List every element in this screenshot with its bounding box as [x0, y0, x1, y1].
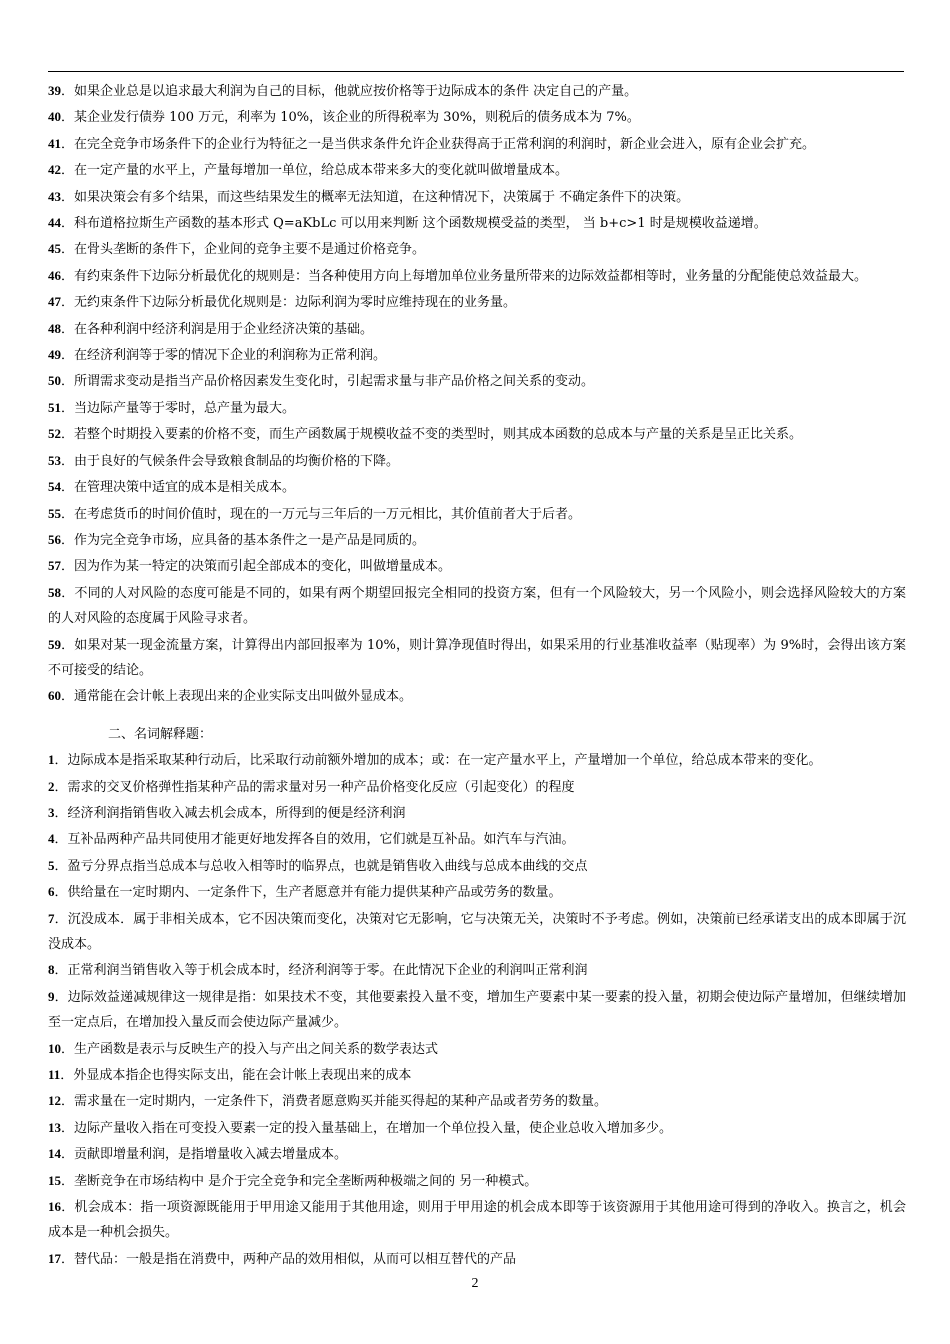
- statement-item-number: 47: [48, 294, 61, 310]
- definition-item: 5．盈亏分界点指当总成本与总收入相等时的临界点，也就是销售收入曲线与总成本曲线的交点: [48, 857, 588, 874]
- statement-item-number: 46: [48, 267, 61, 283]
- statement-item-number: 57: [48, 558, 61, 574]
- statement-item-number: 51: [48, 399, 61, 415]
- statement-item-number: 43: [48, 188, 61, 204]
- section-heading: 二、名词解释题：: [108, 726, 213, 742]
- statement-item-number: 58: [48, 584, 61, 600]
- definition-item-text: 机会成本：指一项资源既能用于甲用途又能用于其他用途，则用于甲用途的机会成本即等于该资源用于其他用途可得到的净收入。换言之，机会成本是一种机会损失。: [48, 1200, 906, 1241]
- statement-item: 46．有约束条件下边际分析最优化的规则是：当各种使用方向上每增加单位业务量所带来的边际效益都相等时，业务量的分配能使总效益最大。: [48, 267, 868, 284]
- statement-item: 59．如果对某一现金流量方案，计算得出内部回报率为 10%，则计算净现值时得出，如果采用的行业基准收益率（贴现率）为 9%时，会得出该方案不可接受的结论。: [48, 636, 906, 678]
- statement-item-text: 通常能在会计帐上表现出来的企业实际支出叫做外显成本。: [74, 689, 413, 705]
- statement-item-number: 40: [48, 109, 61, 125]
- statement-item: 48．在各种利润中经济利润是用于企业经济决策的基础。: [48, 320, 374, 337]
- definition-item-text: 替代品：一般是指在消费中，两种产品的效用相似，从而可以相互替代的产品: [74, 1251, 517, 1267]
- statement-item: 58．不同的人对风险的态度可能是不同的，如果有两个期望回报完全相同的投资方案，但有一个风险较大，另一个风险小，则会选择风险较大的方案的人对风险的态度属于风险寻求者。: [48, 584, 906, 627]
- statement-item: 42．在一定产量的水平上，产量每增加一单位，给总成本带来多大的变化就叫做增量成本。: [48, 162, 569, 179]
- statement-item: 44．科布道格拉斯生产函数的基本形式 Q=aKbLc 可以用来判断 这个函数规模受益的类型， 当 b+c>1 时是规模收益递增。: [48, 215, 767, 232]
- definition-item: 1．边际成本是指采取某种行动后，比采取行动前额外增加的成本；或：在一定产量水平上，产量增加一个单位，给总成本带来的变化。: [48, 752, 822, 769]
- statement-item-text: 有约束条件下边际分析最优化的规则是：当各种使用方向上每增加单位业务量所带来的边际效益都相等时，业务量的分配能使总效益最大。: [74, 268, 868, 284]
- definition-item-text: 边际产量收入指在可变投入要素一定的投入量基础上，在增加一个单位投入量，使企业总收入增加多少。: [74, 1120, 673, 1136]
- definition-item: 17．替代品：一般是指在消费中，两种产品的效用相似，从而可以相互替代的产品: [48, 1250, 517, 1267]
- definition-item-text: 沉没成本．属于非相关成本，它不因决策而变化，决策对它无影响，它与决策无关，决策时不予考虑。例如，决策前已经承诺支出的成本即属于沉没成本。: [48, 911, 906, 952]
- statement-item-number: 48: [48, 320, 61, 336]
- definition-item-number: 4: [48, 831, 55, 847]
- definition-item: 9．边际效益递减规律这一规律是指：如果技术不变，其他要素投入量不变，增加生产要素中某一要素的投入量，初期会使边际产量增加，但继续增加至一定点后，在增加投入量反而会使边际产量减少。: [48, 988, 906, 1031]
- statement-item-number: 49: [48, 347, 61, 363]
- definition-item: 6．供给量在一定时期内、一定条件下，生产者愿意并有能力提供某种产品或劳务的数量。: [48, 884, 562, 901]
- statement-item-text: 所谓需求变动是指当产品价格因素发生变化时，引起需求量与非产品价格之间关系的变动。: [74, 374, 595, 390]
- statement-item-number: 55: [48, 505, 61, 521]
- definition-item: 10．生产函数是表示与反映生产的投入与产出之间关系的数学表达式: [48, 1040, 439, 1057]
- statement-item-number: 52: [48, 426, 61, 442]
- statement-item: 45．在骨头垄断的条件下，企业间的竞争主要不是通过价格竞争。: [48, 241, 426, 258]
- definition-item-text: 生产函数是表示与反映生产的投入与产出之间关系的数学表达式: [74, 1041, 439, 1057]
- definition-item-text: 需求量在一定时期内，一定条件下，消费者愿意购买并能买得起的某种产品或者劳务的数量。: [74, 1094, 608, 1110]
- statement-item-text: 在管理决策中适宜的成本是相关成本。: [74, 480, 296, 496]
- statement-item-number: 39: [48, 83, 61, 98]
- definition-item-text: 经济利润指销售收入减去机会成本，所得到的便是经济利润: [67, 805, 406, 821]
- definition-item: 15．垄断竞争在市场结构中 是介于完全竞争和完全垄断两种极端之间的 另一种模式。: [48, 1172, 538, 1189]
- definition-item-number: 7: [48, 910, 55, 926]
- statement-item-number: 42: [48, 162, 61, 178]
- statement-item: 40．某企业发行债券 100 万元，利率为 10%，该企业的所得税率为 30%，则税后的债务成本为 7%。: [48, 109, 640, 126]
- statement-item-text: 当边际产量等于零时，总产量为最大。: [74, 400, 296, 416]
- statement-item: 51．当边际产量等于零时，总产量为最大。: [48, 399, 296, 416]
- definition-item-number: 6: [48, 884, 55, 900]
- statement-item: 60．通常能在会计帐上表现出来的企业实际支出叫做外显成本。: [48, 688, 413, 705]
- statement-item-text: 在考虑货币的时间价值时，现在的一万元与三年后的一万元相比，其价值前者大于后者。: [74, 506, 582, 522]
- page-number: 2: [471, 1276, 479, 1291]
- statement-item-number: 59: [48, 636, 61, 652]
- statement-item-text: 在骨头垄断的条件下，企业间的竞争主要不是通过价格竞争。: [74, 242, 426, 258]
- statement-item-text: 不同的人对风险的态度可能是不同的，如果有两个期望回报完全相同的投资方案，但有一个风险较大，另一个风险小，则会选择风险较大的方案的人对风险的态度属于风险寻求者。: [48, 585, 906, 627]
- definition-item: 11．外显成本指企也得实际支出，能在会计帐上表现出来的成本: [48, 1067, 412, 1084]
- statement-item-text: 在完全竞争市场条件下的企业行为特征之一是当供求条件允许企业获得高于正常利润的利润时，新企业会进入，原有企业会扩充。: [74, 136, 816, 152]
- definition-item-number: 13: [48, 1119, 61, 1135]
- statement-item-text: 如果企业总是以追求最大利润为自己的目标，他就应按价格等于边际成本的条件 决定自己的产量。: [74, 84, 638, 99]
- definition-item-number: 15: [48, 1172, 61, 1188]
- definition-item-number: 11: [48, 1067, 61, 1083]
- definition-item-text: 需求的交叉价格弹性指某种产品的需求量对另一种产品价格变化反应（引起变化）的程度: [67, 779, 575, 795]
- definition-item: 13．边际产量收入指在可变投入要素一定的投入量基础上，在增加一个单位投入量，使企业总收入增加多少。: [48, 1119, 673, 1136]
- statement-item-text: 若整个时期投入要素的价格不变，而生产函数属于规模收益不变的类型时，则其成本函数的总成本与产量的关系是呈正比关系。: [74, 427, 803, 443]
- statement-item-number: 60: [48, 688, 61, 704]
- statement-item-number: 45: [48, 241, 61, 257]
- definition-item-text: 边际效益递减规律这一规律是指：如果技术不变，其他要素投入量不变，增加生产要素中某一要素的投入量，初期会使边际产量增加，但继续增加至一定点后，在增加投入量反而会使边际产量减少。: [48, 989, 906, 1031]
- definition-item: 14．贡献即增量利润，是指增量收入减去增量成本。: [48, 1146, 348, 1163]
- statement-item-text: 如果决策会有多个结果，而这些结果发生的概率无法知道，在这种情况下，决策属于 不确定条件下的决策。: [74, 189, 690, 205]
- header-rule: [48, 71, 904, 72]
- definition-item-number: 1: [48, 752, 55, 768]
- statement-item: 55．在考虑货币的时间价值时，现在的一万元与三年后的一万元相比，其价值前者大于后者。: [48, 505, 582, 522]
- statement-item-text: 作为完全竞争市场，应具备的基本条件之一是产品是同质的。: [74, 532, 426, 548]
- statement-item: 41．在完全竞争市场条件下的企业行为特征之一是当供求条件允许企业获得高于正常利润的利润时，新企业会进入，原有企业会扩充。: [48, 135, 816, 152]
- definition-item: 16．机会成本：指一项资源既能用于甲用途又能用于其他用途，则用于甲用途的机会成本即等于该资源用于其他用途可得到的净收入。换言之，机会成本是一种机会损失。: [48, 1199, 906, 1241]
- statement-item-text: 由于良好的气候条件会导致粮食制品的均衡价格的下降。: [74, 453, 400, 469]
- statement-item-number: 54: [48, 479, 61, 495]
- statement-item-text: 科布道格拉斯生产函数的基本形式 Q=aKbLc 可以用来判断 这个函数规模受益的类型， 当 b+c>1 时是规模收益递增。: [74, 216, 767, 232]
- definition-item: 8．正常利润当销售收入等于机会成本时，经济利润等于零。在此情况下企业的利润叫正常利润: [48, 962, 588, 979]
- statement-item: 50．所谓需求变动是指当产品价格因素发生变化时，引起需求量与非产品价格之间关系的变动。: [48, 373, 595, 390]
- statement-item: 57．因为作为某一特定的决策而引起全部成本的变化，叫做增量成本。: [48, 558, 452, 575]
- statement-item-text: 在经济利润等于零的情况下企业的利润称为正常利润。: [74, 348, 387, 364]
- definition-item-text: 盈亏分界点指当总成本与总收入相等时的临界点，也就是销售收入曲线与总成本曲线的交点: [67, 858, 588, 874]
- definition-item: 4．互补品两种产品共同使用才能更好地发挥各自的效用，它们就是互补品。如汽车与汽油。: [48, 831, 575, 848]
- definition-item-number: 9: [48, 988, 55, 1004]
- statement-item-text: 无约束条件下边际分析最优化规则是：边际利润为零时应维持现在的业务量。: [74, 295, 517, 311]
- definition-item-text: 正常利润当销售收入等于机会成本时，经济利润等于零。在此情况下企业的利润叫正常利润: [67, 963, 588, 979]
- definition-list: [48, 747, 906, 1272]
- definition-item-number: 2: [48, 778, 55, 794]
- definition-item-number: 10: [48, 1040, 61, 1056]
- statement-item: 43．如果决策会有多个结果，而这些结果发生的概率无法知道，在这种情况下，决策属于 不确定条件下的决策。: [48, 188, 690, 205]
- statement-item-text: 在一定产量的水平上，产量每增加一单位，给总成本带来多大的变化就叫做增量成本。: [74, 163, 569, 179]
- definition-item: 7．沉没成本．属于非相关成本，它不因决策而变化，决策对它无影响，它与决策无关，决策时不予考虑。例如，决策前已经承诺支出的成本即属于沉没成本。: [48, 910, 906, 952]
- statement-item-text: 因为作为某一特定的决策而引起全部成本的变化，叫做增量成本。: [74, 559, 452, 575]
- definition-item-number: 8: [48, 962, 55, 978]
- statement-list: [48, 78, 906, 710]
- statement-item-number: 44: [48, 215, 61, 231]
- definition-item-number: 14: [48, 1146, 61, 1162]
- statement-item: 39．如果企业总是以追求最大利润为自己的目标，他就应按价格等于边际成本的条件 决定自己的产量。: [48, 83, 638, 99]
- definition-item-number: 3: [48, 804, 55, 820]
- statement-item: 56．作为完全竞争市场，应具备的基本条件之一是产品是同质的。: [48, 531, 426, 548]
- definition-item: 2．需求的交叉价格弹性指某种产品的需求量对另一种产品价格变化反应（引起变化）的程度: [48, 778, 575, 795]
- page-body: [48, 78, 906, 1272]
- definition-item-number: 17: [48, 1250, 61, 1266]
- definition-item-number: 12: [48, 1093, 61, 1109]
- definition-item-text: 互补品两种产品共同使用才能更好地发挥各自的效用，它们就是互补品。如汽车与汽油。: [67, 832, 575, 848]
- definition-item-text: 外显成本指企也得实际支出，能在会计帐上表现出来的成本: [73, 1068, 412, 1084]
- statement-item-number: 50: [48, 373, 61, 389]
- statement-item: 47．无约束条件下边际分析最优化规则是：边际利润为零时应维持现在的业务量。: [48, 294, 517, 311]
- definition-item: 12．需求量在一定时期内，一定条件下，消费者愿意购买并能买得起的某种产品或者劳务的数量。: [48, 1093, 608, 1110]
- statement-item: 52．若整个时期投入要素的价格不变，而生产函数属于规模收益不变的类型时，则其成本函数的总成本与产量的关系是呈正比关系。: [48, 426, 803, 443]
- definition-item-number: 16: [48, 1199, 61, 1215]
- definition-item-text: 垄断竞争在市场结构中 是介于完全竞争和完全垄断两种极端之间的 另一种模式。: [74, 1173, 538, 1189]
- statement-item-number: 56: [48, 531, 61, 547]
- definition-item-number: 5: [48, 857, 55, 873]
- statement-item: 49．在经济利润等于零的情况下企业的利润称为正常利润。: [48, 347, 387, 364]
- definition-item-text: 供给量在一定时期内、一定条件下，生产者愿意并有能力提供某种产品或劳务的数量。: [67, 885, 562, 901]
- statement-item-number: 53: [48, 452, 61, 468]
- statement-item-text: 某企业发行债券 100 万元，利率为 10%，该企业的所得税率为 30%，则税后的债务成本为 7%。: [74, 110, 640, 126]
- definition-item: 3．经济利润指销售收入减去机会成本，所得到的便是经济利润: [48, 804, 406, 821]
- definition-item-text: 边际成本是指采取某种行动后，比采取行动前额外增加的成本；或：在一定产量水平上，产量增加一个单位，给总成本带来的变化。: [67, 753, 822, 769]
- statement-item: 54．在管理决策中适宜的成本是相关成本。: [48, 479, 296, 496]
- statement-item: 53．由于良好的气候条件会导致粮食制品的均衡价格的下降。: [48, 452, 400, 469]
- statement-item-number: 41: [48, 135, 61, 151]
- statement-item-text: 在各种利润中经济利润是用于企业经济决策的基础。: [74, 321, 374, 337]
- definition-item-text: 贡献即增量利润，是指增量收入减去增量成本。: [74, 1147, 348, 1163]
- statement-item-text: 如果对某一现金流量方案，计算得出内部回报率为 10%，则计算净现值时得出，如果采用的行业基准收益率（贴现率）为 9%时，会得出该方案不可接受的结论。: [48, 637, 906, 678]
